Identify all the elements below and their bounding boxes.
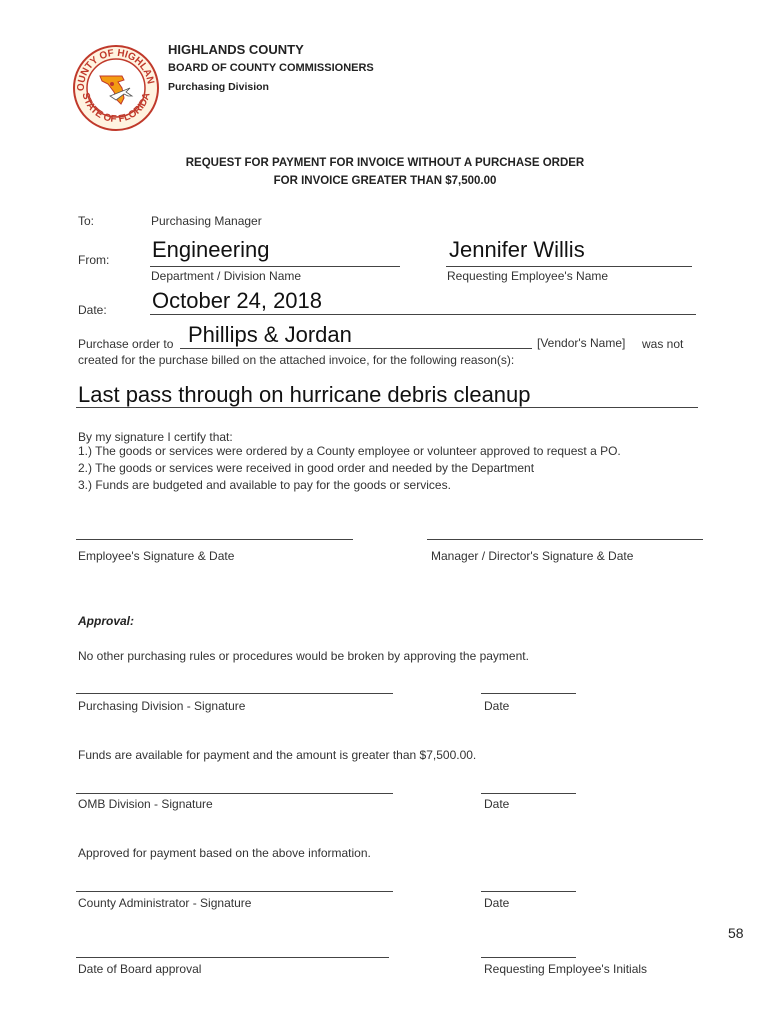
svg-text:STATE OF FLORIDA: STATE OF FLORIDA (79, 91, 153, 126)
initials-line[interactable] (481, 957, 576, 958)
certify-intro: By my signature I certify that: (78, 430, 233, 444)
admin-date-label: Date (484, 896, 510, 910)
purchasing-signature-label: Purchasing Division - Signature (78, 699, 246, 713)
admin-date-line[interactable] (481, 891, 576, 892)
purchasing-signature-line[interactable] (76, 693, 393, 694)
purchase-order-line2: created for the purchase billed on the attached invoice, for the following reason(s): (78, 353, 515, 367)
omb-signature-line[interactable] (76, 793, 393, 794)
admin-signature-line[interactable] (76, 891, 393, 892)
manager-signature-label: Manager / Director's Signature & Date (431, 549, 634, 563)
purchasing-date-line[interactable] (481, 693, 576, 694)
department-field[interactable]: Engineering (152, 237, 270, 262)
board-name: BOARD OF COUNTY COMMISSIONERS (168, 62, 374, 74)
approval-statement-2: Funds are available for payment and the amount is greater than $7,500.00. (78, 748, 477, 762)
svg-text:COUNTY OF HIGHLANDS: OUNTY OF HIGHLAN (75, 47, 156, 92)
page-number: 58 (728, 925, 744, 941)
certify-item-3: 3.) Funds are budgeted and available to pay for the goods or services. (78, 478, 451, 492)
employee-caption: Requesting Employee's Name (447, 269, 609, 283)
county-seal (72, 44, 160, 132)
date-field[interactable]: October 24, 2018 (152, 288, 323, 313)
employee-underline (446, 266, 692, 267)
reason-field[interactable]: Last pass through on hurricane debris cleanup (78, 382, 531, 407)
board-date-label: Date of Board approval (78, 962, 202, 976)
employee-signature-line[interactable] (76, 539, 353, 540)
omb-date-line[interactable] (481, 793, 576, 794)
approval-heading: Approval: (78, 614, 135, 628)
vendor-caption: [Vendor's Name] (537, 336, 626, 350)
board-date-line[interactable] (76, 957, 389, 958)
employee-signature-label: Employee's Signature & Date (78, 549, 235, 563)
form-title-line2: FOR INVOICE GREATER THAN $7,500.00 (273, 175, 497, 187)
reason-underline (76, 407, 698, 408)
vendor-underline (180, 348, 532, 349)
department-underline (150, 266, 400, 267)
division-name: Purchasing Division (168, 81, 269, 93)
from-label: From: (78, 253, 110, 267)
form-title-line1: REQUEST FOR PAYMENT FOR INVOICE WITHOUT A PURCHASE ORDER (185, 157, 585, 169)
admin-signature-label: County Administrator - Signature (78, 896, 252, 910)
county-seal-graphic (72, 44, 160, 132)
omb-date-label: Date (484, 797, 510, 811)
purchasing-date-label: Date (484, 699, 510, 713)
certify-item-2: 2.) The goods or services were received in good order and needed by the Department (78, 461, 535, 475)
purchase-order-suffix: was not (642, 337, 684, 351)
omb-signature-label: OMB Division - Signature (78, 797, 213, 811)
approval-statement-3: Approved for payment based on the above information. (78, 846, 371, 860)
department-caption: Department / Division Name (151, 269, 302, 283)
initials-label: Requesting Employee's Initials (484, 962, 648, 976)
date-label: Date: (78, 303, 107, 317)
purchase-order-prefix: Purchase order to (78, 337, 174, 351)
to-value: Purchasing Manager (151, 214, 262, 228)
approval-statement-1: No other purchasing rules or procedures would be broken by approving the payment. (78, 649, 529, 663)
manager-signature-line[interactable] (427, 539, 703, 540)
to-label: To: (78, 214, 95, 228)
vendor-name-field[interactable]: Phillips & Jordan (188, 322, 352, 347)
date-underline (150, 314, 696, 315)
org-name: HIGHLANDS COUNTY (168, 42, 304, 57)
certify-item-1: 1.) The goods or services were ordered by a County employee or volunteer approved to request a PO. (78, 444, 621, 458)
employee-name-field[interactable]: Jennifer Willis (449, 237, 585, 262)
